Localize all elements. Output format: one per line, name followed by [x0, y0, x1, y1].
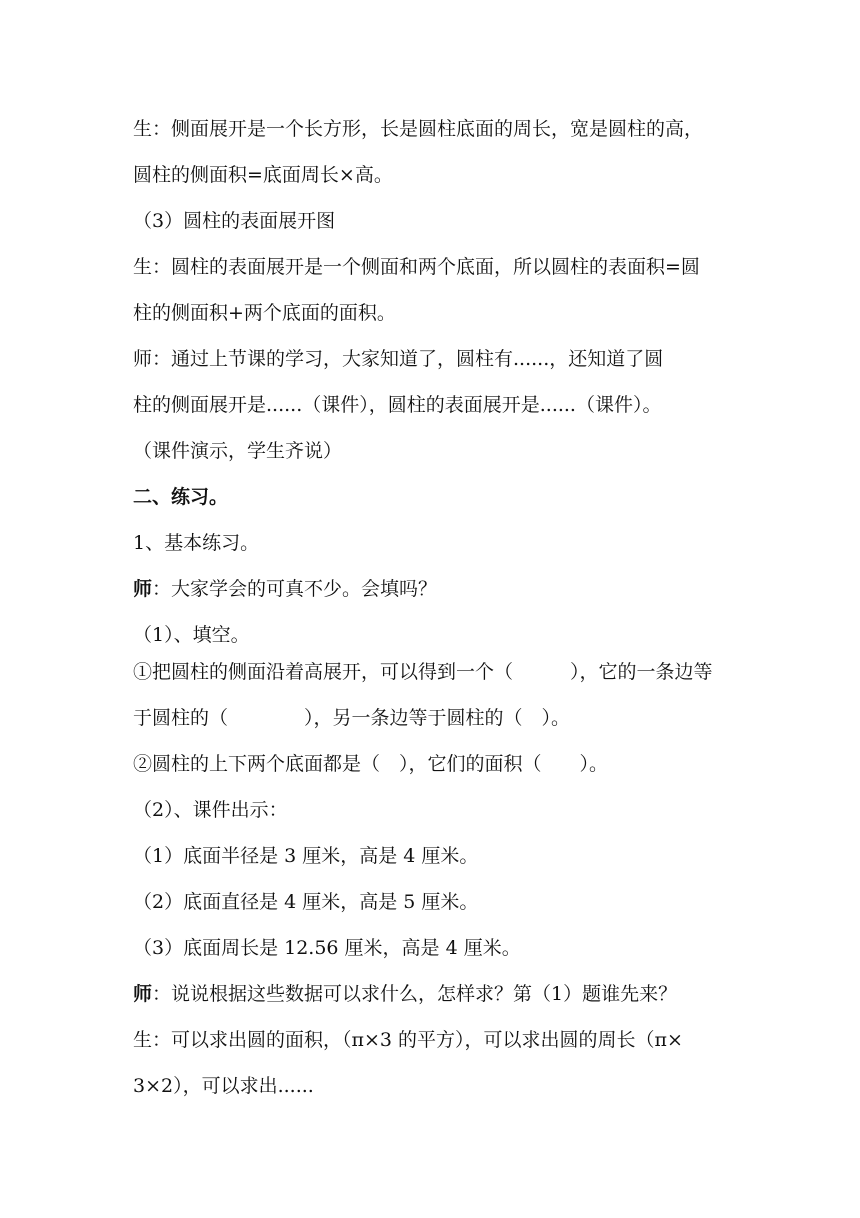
text-line: 圆柱的侧面积=底面周长×高。	[133, 164, 393, 186]
text-line	[133, 577, 733, 601]
text-line: 生：圆柱的表面展开是一个侧面和两个底面，所以圆柱的表面积=圆	[133, 256, 700, 278]
text-line: 师：通过上节课的学习，大家知道了，圆柱有......，还知道了圆	[133, 348, 664, 370]
text-line: ②圆柱的上下两个底面都是（ ），它们的面积（ ）。	[133, 753, 609, 775]
text-line: （2）底面直径是 4 厘米，高是 5 厘米。	[133, 891, 479, 913]
text-line: 生：可以求出圆的面积，（π×3 的平方），可以求出圆的周长（π×	[133, 1029, 683, 1051]
text-line: 3×2），可以求出......	[133, 1075, 314, 1097]
text-line: 1、基本练习。	[133, 532, 260, 554]
text-line: （2）、课件出示：	[133, 799, 288, 821]
text-line: （3）圆柱的表面展开图	[133, 210, 336, 232]
speaker-label: 师	[133, 578, 153, 600]
text-line: （课件演示，学生齐说）	[133, 440, 343, 462]
text-line: 柱的侧面积+两个底面的面积。	[133, 302, 396, 324]
section-heading: 二、练习。	[133, 486, 229, 508]
text-line: 于圆柱的（ ），另一条边等于圆柱的（ ）。	[133, 707, 571, 729]
speaker-label: 师	[133, 983, 153, 1005]
text-line: （1）底面半径是 3 厘米，高是 4 厘米。	[133, 845, 479, 867]
text-line	[133, 982, 733, 1006]
text-line: （3）底面周长是 12.56 厘米，高是 4 厘米。	[133, 937, 521, 959]
line-text: ：说说根据这些数据可以求什么，怎样求？第（1）题谁先来？	[152, 983, 678, 1005]
line-text: ：大家学会的可真不少。会填吗？	[152, 578, 438, 600]
text-line: 柱的侧面展开是......（课件），圆柱的表面展开是......（课件）。	[133, 394, 662, 416]
text-line: （1）、填空。	[133, 624, 250, 646]
text-line: ①把圆柱的侧面沿着高展开，可以得到一个（ ），它的一条边等	[133, 661, 713, 683]
text-line: 生：侧面展开是一个长方形，长是圆柱底面的周长，宽是圆柱的高，	[133, 118, 704, 140]
